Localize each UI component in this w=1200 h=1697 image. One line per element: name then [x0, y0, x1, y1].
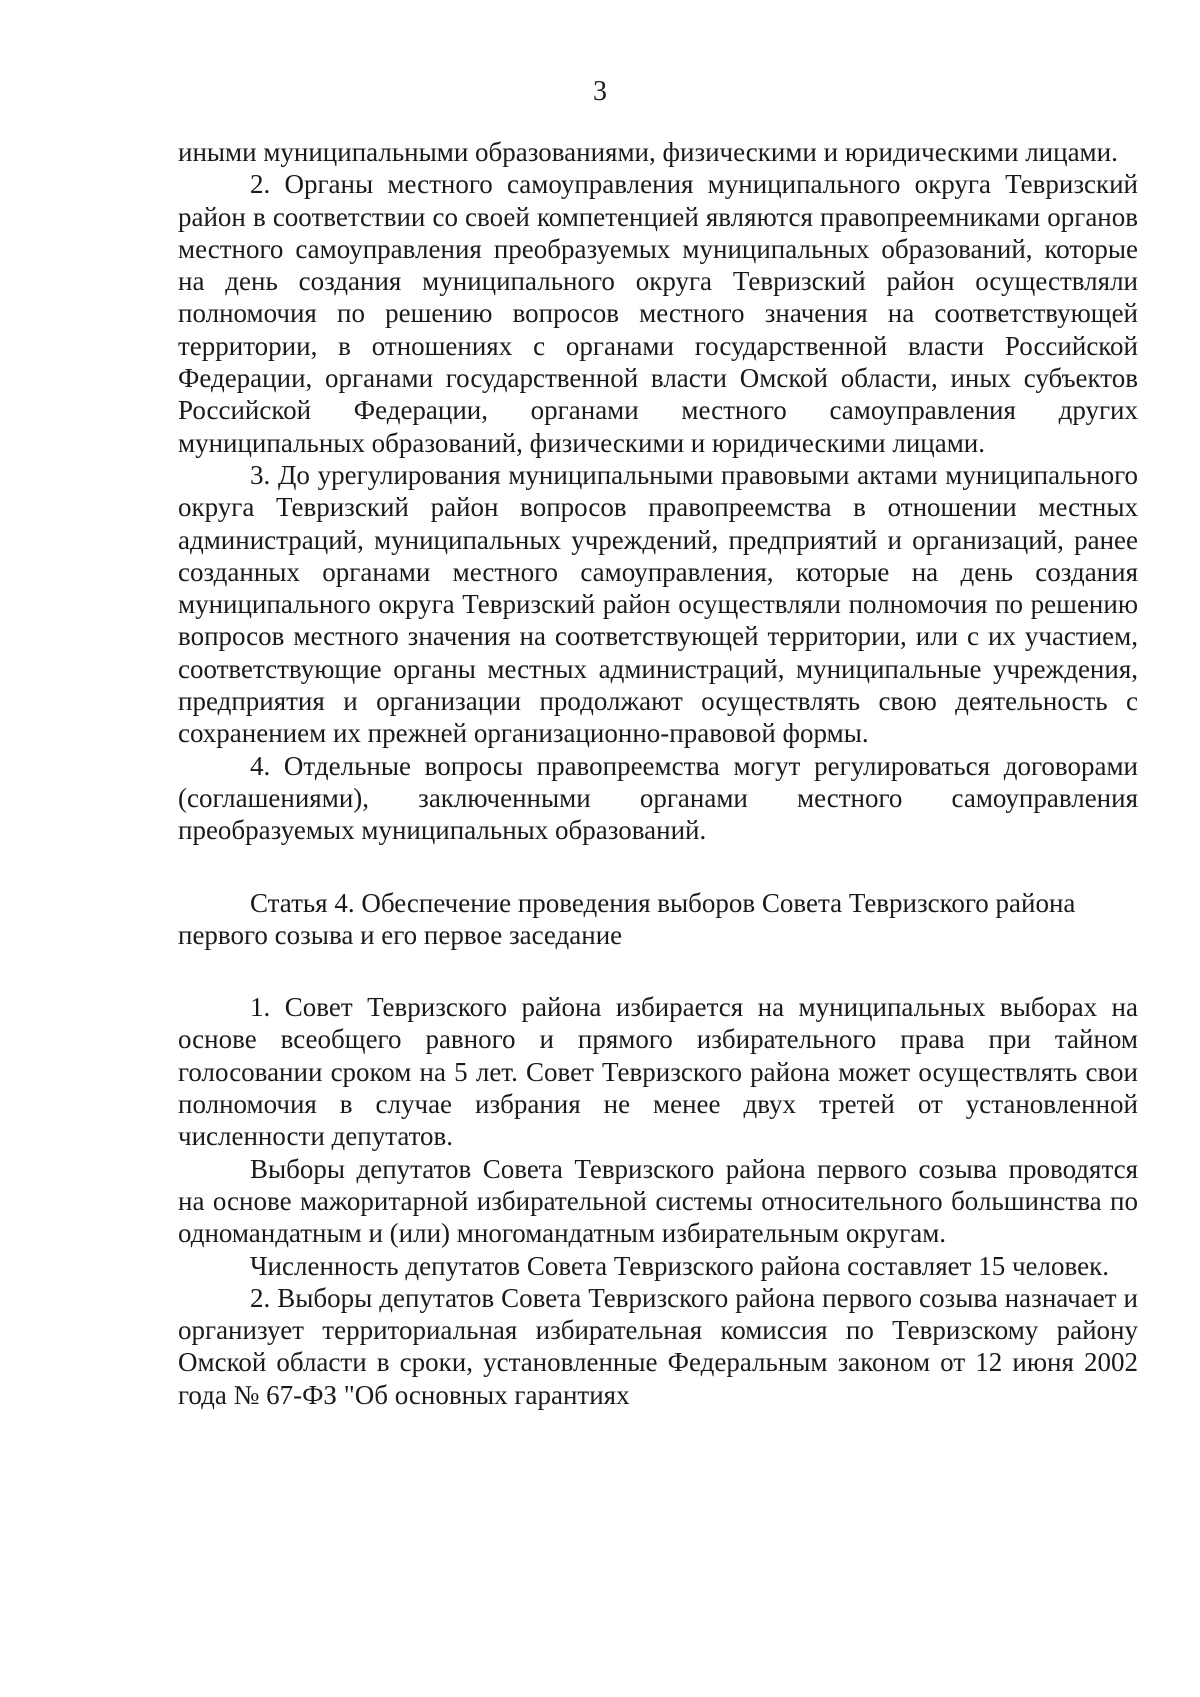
page-number: 3	[593, 76, 607, 107]
article-heading: Статья 4. Обеспечение проведения выборов Совета Тевризского района первого созыва и его первое заседание	[178, 887, 1076, 950]
paragraph: Выборы депутатов Совета Тевризского района первого созыва проводятся на основе мажоритарной избирательной системы относительного большинства по одномандатным и (или) многомандатным избирательным округам.	[178, 1153, 1138, 1249]
paragraph: 2. Органы местного самоуправления муниципального округа Тевризский район в соответствии со своей компетенцией являются правопреемниками органов местного самоуправления преобразуемых муниципальных образований, которые на день создания муниципального округа Тевризский район осуществляли полномочия по решению вопросов местного значения на соответствующей территории, в отношениях с органами государственной власти Российской Федерации, органами государственной власти Омской области, иных субъектов Российской Федерации, органами местного самоуправления других муниципальных образований, физическими и юридическими лицами.	[178, 169, 1138, 458]
paragraph: 3. До урегулирования муниципальными правовыми актами муниципального округа Тевризский район вопросов правопреемства в отношении местных администраций, муниципальных учреждений, предприятий и организаций, ранее созданных органами местного самоуправления, которые на день создания муниципального округа Тевризский район осуществляли полномочия по решению вопросов местного значения на соответствующей территории, или с их участием, соответствующие органы местных администраций, муниципальные учреждения, предприятия и организации продолжают осуществлять свою деятельность с сохранением их прежней организационно-правовой формы.	[178, 459, 1138, 749]
paragraph: 1. Совет Тевризского района избирается на муниципальных выборах на основе всеобщего равного и прямого избирательного права при тайном голосовании сроком на 5 лет. Совет Тевризского района может осуществлять свои полномочия в случае избрания не менее двух третей от установленной численности депутатов.	[178, 992, 1138, 1152]
paragraph: 2. Выборы депутатов Совета Тевризского района первого созыва назначает и организует территориальная избирательная комиссия по Тевризскому району Омской области в сроки, установленные Федеральным законом от 12 июня 2002 года № 67-ФЗ "Об основных гарантиях	[178, 1282, 1138, 1410]
paragraph: 4. Отдельные вопросы правопреемства могут регулироваться договорами (соглашениями), заключенными органами местного самоуправления преобразуемых муниципальных образований.	[178, 750, 1138, 846]
paragraph: иными муниципальными образованиями, физическими и юридическими лицами.	[178, 137, 1118, 167]
document-body	[178, 136, 1138, 1411]
paragraph: Численность депутатов Совета Тевризского района составляет 15 человек.	[250, 1250, 1109, 1281]
